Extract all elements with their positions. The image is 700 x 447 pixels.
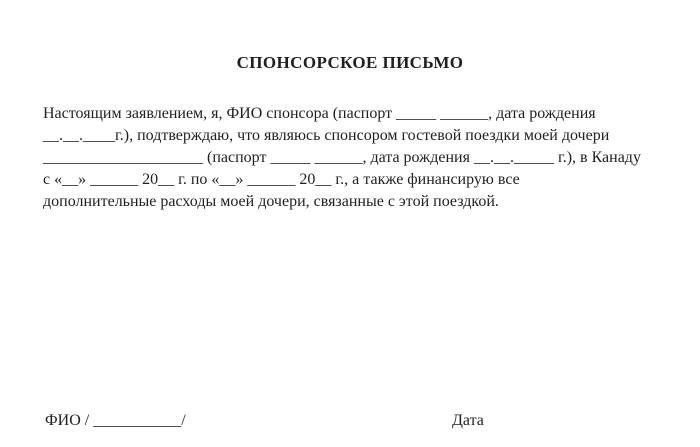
body-line-3: ____________________ (паспорт _____ ______, дата рождения __.__._____ г.), в Канаду	[43, 149, 641, 166]
document-title: СПОНСОРСКОЕ ПИСЬМО	[236, 53, 464, 72]
body-line-4: с «__» ______ 20__ г. по «__» ______ 20__ г., а также финансирую все	[43, 171, 520, 188]
signature-name-line: ФИО / ___________/	[45, 412, 186, 429]
body-line-5: дополнительные расходы моей дочери, связанные с этой поездкой.	[43, 193, 499, 210]
body-line-2: __.__.____г.), подтверждаю, что являюсь спонсором гостевой поездки моей дочери	[43, 127, 610, 144]
body-line-1: Настоящим заявлением, я, ФИО спонсора (паспорт _____ ______, дата рождения	[43, 105, 596, 122]
letter-body	[43, 103, 670, 213]
signature-row	[0, 410, 700, 434]
date-label: Дата	[452, 412, 484, 429]
